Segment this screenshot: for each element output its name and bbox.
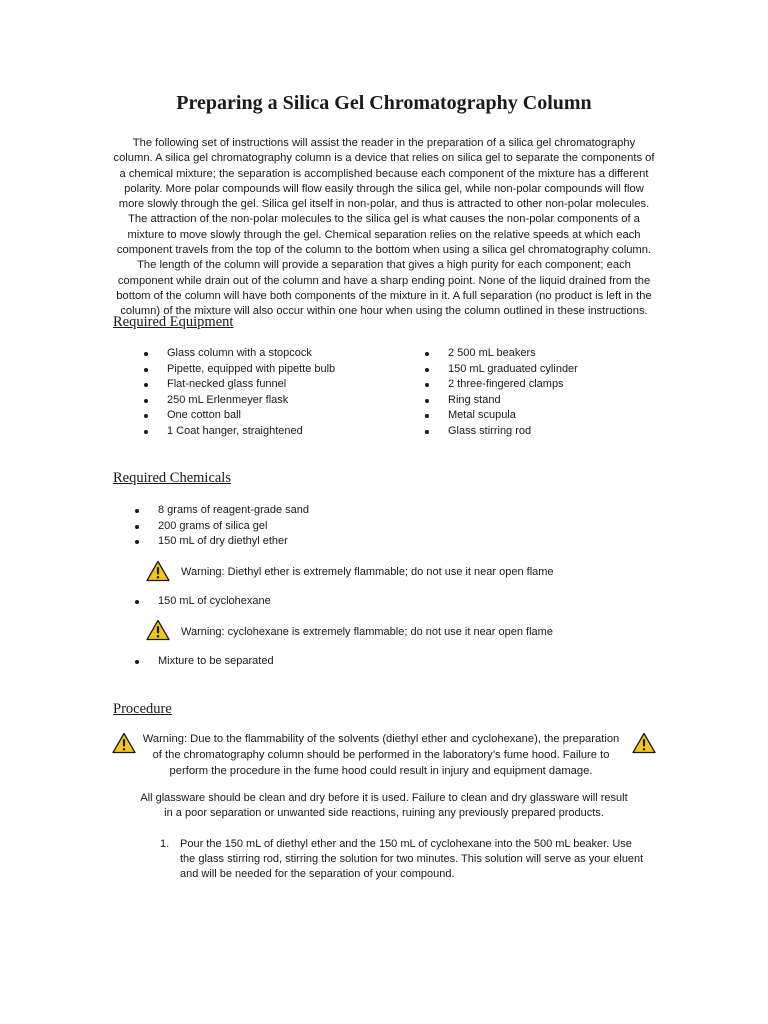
list-item: 150 mL graduated cylinder bbox=[424, 362, 664, 378]
intro-paragraph: The following set of instructions will assist the reader in the preparation of a silica gel chromatography column. A silica gel chromatography column is a device that relies on silica gel to separate the components of a chemical mixture; the separation is accomplished because each component of the mixture has a different polarity. More polar compounds will flow easily through the silica gel, while non-polar compounds will flow more slowly through the gel. Silica gel itself in non-polar, and thus is attracted to other non-polar molecules. The attraction of the non-polar molecules to the silica gel is what causes the non-polar components of a mixture to move slowly through the gel. Chemical separation relies on the relative speeds at which each component travels from the top of the column to the bottom when using a silica gel chromatography column. The length of the column will provide a separation that gives a high purity for each component; each component while drain out of the column and have a sharp ending point. None of the liquid drained from the bottom of the column will have both components of the mixture in it. A full separation (no product is left in the column) of the mixture will also occur within one hour when using the column outlined in these instructions. bbox=[113, 137, 655, 318]
procedure-heading: Procedure bbox=[113, 701, 172, 717]
list-item: Metal scupula bbox=[424, 408, 664, 424]
cyclohexane-warning: Warning: cyclohexane is extremely flammable; do not use it near open flame bbox=[146, 619, 626, 643]
list-item: 2 three-fingered clamps bbox=[424, 377, 664, 393]
chemicals-list-3 bbox=[134, 654, 434, 670]
warning-triangle-icon bbox=[632, 732, 656, 754]
list-item: 1 Coat hanger, straightened bbox=[143, 424, 403, 440]
list-item: 2 500 mL beakers bbox=[424, 346, 664, 362]
glassware-note: All glassware should be clean and dry before it is used. Failure to clean and dry glassware will result in a poor separation or unwanted side reactions, ruining any previously prepared products. bbox=[140, 792, 628, 820]
list-item: One cotton ball bbox=[143, 408, 403, 424]
step-text: Pour the 150 mL of diethyl ether and the 150 mL of cyclohexane into the 500 mL beaker. Use the glass stirring rod, stirring the solution for two minutes. This solution will serve as your eluent and will be needed for the separation of your compound. bbox=[180, 838, 644, 881]
procedure-warning: Warning: Due to the flammability of the solvents (diethyl ether and cyclohexane), the preparation of the chromatography column should be performed in the laboratory’s fume hood. Failure to perform the procedure in the fume hood could result in injury and equipment damage. bbox=[142, 733, 620, 777]
list-item: Mixture to be separated bbox=[134, 654, 434, 670]
list-item: 8 grams of reagent-grade sand bbox=[134, 503, 434, 519]
list-item: Flat-necked glass funnel bbox=[143, 377, 403, 393]
equipment-list-left bbox=[143, 346, 403, 440]
warning-triangle-icon bbox=[146, 560, 170, 582]
equipment-heading: Required Equipment bbox=[113, 314, 234, 330]
step-number: 1. bbox=[160, 838, 170, 850]
warning-triangle-icon bbox=[146, 619, 170, 641]
list-item: Glass column with a stopcock bbox=[143, 346, 403, 362]
document-title: Preparing a Silica Gel Chromatography Column bbox=[176, 92, 592, 114]
list-item: Pipette, equipped with pipette bulb bbox=[143, 362, 403, 378]
list-item: 250 mL Erlenmeyer flask bbox=[143, 393, 403, 409]
equipment-list-right bbox=[424, 346, 664, 440]
warning-triangle-icon bbox=[112, 732, 136, 754]
list-item: 200 grams of silica gel bbox=[134, 519, 434, 535]
list-item: 150 mL of cyclohexane bbox=[134, 594, 434, 610]
chemicals-list-2 bbox=[134, 594, 434, 610]
chemicals-heading: Required Chemicals bbox=[113, 470, 231, 486]
list-item: 150 mL of dry diethyl ether bbox=[134, 534, 434, 550]
diethyl-ether-warning: Warning: Diethyl ether is extremely flammable; do not use it near open flame bbox=[146, 560, 626, 584]
chemicals-list bbox=[134, 503, 434, 550]
list-item: Ring stand bbox=[424, 393, 664, 409]
list-item: Glass stirring rod bbox=[424, 424, 664, 440]
